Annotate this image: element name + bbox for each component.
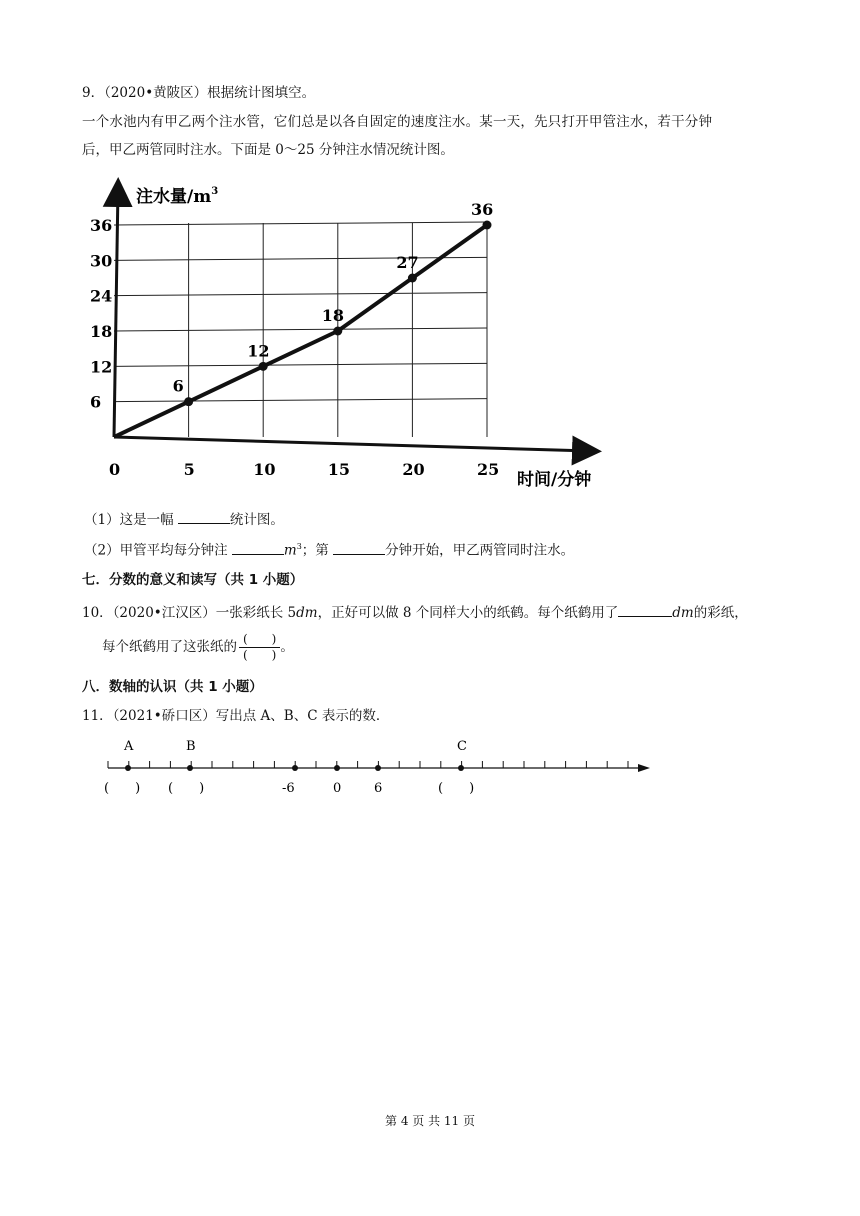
x-tick-label: 5 <box>183 460 195 479</box>
q10-unit-1: dm <box>296 605 318 621</box>
q9-prompt: 根据统计图填空。 <box>207 85 316 101</box>
q10-fraction[interactable] <box>239 632 280 663</box>
q11-line <box>82 707 389 725</box>
q9-source: （2020•黄陂区） <box>104 85 208 101</box>
number-line-arrow <box>638 764 650 772</box>
q10-unit-2: dm <box>672 605 694 621</box>
section7-title: 七．分数的意义和读写（共 1 小题） <box>82 572 304 588</box>
data-label: 12 <box>247 341 270 361</box>
y-tick-label: 18 <box>90 322 113 341</box>
y-tick-label: 24 <box>90 286 113 306</box>
q10-fraction-numerator[interactable]: ( ) <box>239 632 280 648</box>
q9-sub1-answer-blank[interactable] <box>178 510 230 524</box>
q9-sub1 <box>84 510 284 529</box>
data-point <box>259 362 268 371</box>
q9-sub2-unit-sup: 3 <box>296 542 302 551</box>
q9-header <box>82 84 315 102</box>
data-point <box>408 274 417 283</box>
q10-line2 <box>102 632 294 663</box>
grid-line-h <box>114 399 487 402</box>
section8-title: 八．数轴的认识（共 1 小题） <box>82 679 263 695</box>
tick-label-neg6: -6 <box>282 781 295 796</box>
data-point <box>333 327 342 336</box>
q9-sub2-rate-blank[interactable] <box>232 541 284 555</box>
data-point <box>184 397 193 406</box>
data-point <box>483 221 492 230</box>
y-axis-label <box>136 186 218 207</box>
q10-fraction-denominator[interactable]: ( ) <box>243 648 277 662</box>
q10-text-b: ，正好可以做 8 个同样大小的纸鹤。每个纸鹤用了 <box>317 605 619 621</box>
point-c-dot <box>458 765 464 771</box>
x-tick-label: 15 <box>327 460 351 479</box>
grid-line-h <box>114 222 487 225</box>
point-neg6-dot <box>292 765 298 771</box>
point-pos6-dot <box>375 765 381 771</box>
x-tick-label: 20 <box>402 460 425 479</box>
point-c-label: C <box>457 739 467 754</box>
y-axis-label-sup: 3 <box>211 186 219 197</box>
data-label: 6 <box>172 376 184 396</box>
y-axis-line <box>114 189 118 437</box>
q10-number: 10． <box>82 605 113 621</box>
point-zero-dot <box>334 765 340 771</box>
point-b-answer[interactable]: ( ) <box>168 781 205 796</box>
tick-label-zero: 0 <box>333 781 342 796</box>
chart-grid <box>114 222 487 437</box>
q10-source: （2020•江汉区） <box>112 605 216 621</box>
x-tick-label: 25 <box>477 460 500 479</box>
q9-sub2-unit: m <box>283 542 297 559</box>
grid-line-h <box>114 363 487 366</box>
q11-number: 11． <box>82 708 113 724</box>
q9-number: 9． <box>82 85 105 101</box>
y-tick-label: 30 <box>90 251 113 271</box>
q9-sub1-prefix: （1）这是一幅 <box>84 512 174 528</box>
y-tick-label: 36 <box>90 216 113 235</box>
q9-text-line2: 后，甲乙两管同时注水。下面是 0～25 分钟注水情况统计图。 <box>82 142 454 158</box>
q10-answer-blank[interactable] <box>618 603 672 617</box>
y-axis-label-text: 注水量/m <box>136 187 212 207</box>
point-a-label: A <box>124 739 134 754</box>
q9-sub2 <box>84 538 574 560</box>
x-tick-label: 10 <box>253 460 276 479</box>
q9-sub2-suffix: 分钟开始，甲乙两管同时注水。 <box>385 542 575 559</box>
q10-line2-text: 每个纸鹤用了这张纸的 <box>102 639 237 655</box>
q10-line1 <box>82 603 748 622</box>
grid-line-h <box>114 293 487 296</box>
data-label: 36 <box>471 200 494 219</box>
grid-line-h <box>114 257 487 260</box>
number-line <box>100 730 660 800</box>
q10-line2-end: 。 <box>280 639 294 655</box>
q10-text-c: 的彩纸， <box>693 605 748 621</box>
y-tick-label: 12 <box>90 357 113 377</box>
tick-label-pos6: 6 <box>374 781 383 796</box>
point-a-dot <box>125 765 131 771</box>
page-footer: 第 4 页 共 11 页 <box>385 1114 475 1128</box>
x-axis-line <box>114 437 590 451</box>
q9-sub1-suffix: 统计图。 <box>229 512 284 528</box>
q9-sub2-prefix: （2）甲管平均每分钟注 <box>84 542 228 559</box>
point-b-label: B <box>186 739 196 754</box>
q9-sub2-mid: ；第 <box>301 542 329 559</box>
y-tick-label: 6 <box>90 392 102 412</box>
point-b-dot <box>187 765 193 771</box>
point-a-answer[interactable]: ( ) <box>104 781 141 796</box>
water-chart <box>80 175 640 495</box>
data-label: 27 <box>396 253 419 272</box>
x-tick-label: 0 <box>109 460 121 479</box>
x-axis-label: 时间/分钟 <box>517 470 592 490</box>
grid-line-h <box>114 328 487 331</box>
q11-text: 写出点 A、B、C 表示的数． <box>215 708 390 724</box>
q11-source: （2021•硚口区） <box>112 708 216 724</box>
data-label: 18 <box>321 306 345 325</box>
q9-text-line1: 一个水池内有甲乙两个注水管，它们总是以各自固定的速度注水。某一天，先只打开甲管注水，若干分钟 <box>82 114 713 130</box>
q9-sub2-minute-blank[interactable] <box>333 541 385 555</box>
point-c-answer[interactable]: ( ) <box>438 781 475 796</box>
q10-text-a: 一张彩纸长 5 <box>215 605 297 621</box>
